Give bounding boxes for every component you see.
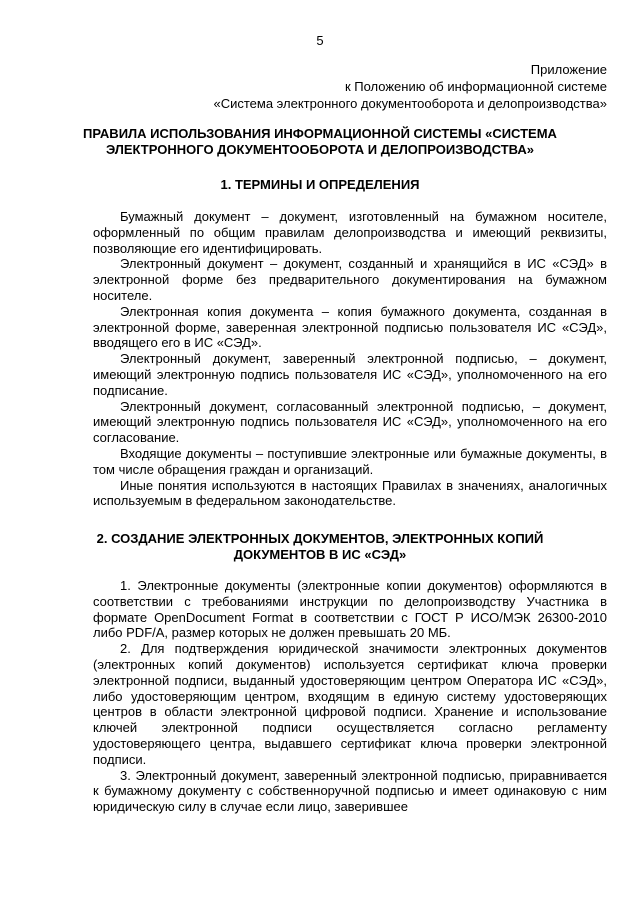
paragraph: 1. Электронные документы (электронные копии документов) оформляются в соответствии с требованиями инструкции по делопроизводству Участника в формате OpenDocument Format в соответствии с ГОСТ Р ИСО/МЭК 26300-2010 либо PDF/A, размер которых не должен превышать 20 МБ.: [93, 578, 607, 641]
page-number: 5: [316, 33, 324, 48]
document-title-line: ПРАВИЛА ИСПОЛЬЗОВАНИЯ ИНФОРМАЦИОННОЙ СИСТЕМЫ «СИСТЕМА: [83, 126, 557, 141]
paragraph: 3. Электронный документ, заверенный электронной подписью, приравнивается к бумажному документу с собственноручной подписью и имеет одинаковую с ним юридическую силу в случае если лицо, заверившее: [93, 767, 607, 815]
section-2-body: [93, 578, 607, 815]
paragraph: Иные понятия используются в настоящих Правилах в значениях, аналогичных используемым в федеральном законодательстве.: [93, 477, 607, 509]
paragraph: Электронный документ – документ, созданный и хранящийся в ИС «СЭД» в электронной форме без предварительного документирования на бумажном носителе.: [93, 256, 607, 303]
paragraph: Электронный документ, согласованный электронной подписью, – документ, имеющий электронную подпись пользователя ИС «СЭД», уполномоченного на его согласование.: [93, 398, 607, 446]
document-title-line: ЭЛЕКТРОННОГО ДОКУМЕНТООБОРОТА И ДЕЛОПРОИЗВОДСТВА»: [106, 142, 534, 157]
paragraph: Электронный документ, заверенный электронной подписью, – документ, имеющий электронную подпись пользователя ИС «СЭД», уполномоченного на его подписание.: [93, 351, 607, 398]
section-1-heading: 1. ТЕРМИНЫ И ОПРЕДЕЛЕНИЯ: [220, 177, 420, 192]
appendix-header: [213, 61, 607, 112]
section-1-body: [93, 209, 607, 509]
section-2-heading-line: 2. СОЗДАНИЕ ЭЛЕКТРОННЫХ ДОКУМЕНТОВ, ЭЛЕКТРОННЫХ КОПИЙ: [96, 531, 544, 546]
appendix-line: «Система электронного документооборота и делопроизводства»: [213, 96, 607, 111]
paragraph: Входящие документы – поступившие электронные или бумажные документы, в том числе обращения граждан и организаций.: [93, 445, 607, 477]
section-2-heading: [70, 531, 570, 563]
document-title: [70, 126, 570, 158]
paragraph: 2. Для подтверждения юридической значимости электронных документов (электронных копий документов) используется сертификат ключа проверки электронной подписи, выданный удостоверяющим центром Оператора ИС «СЭД», либо удостоверяющим центром, входящим в единую систему удостоверяющих центров в области электронной цифровой подписи. Хранение и использование ключей электронной подписи осуществляется согласно регламенту удостоверяющего центра, выдавшего сертификат ключа проверки электронной подписи.: [93, 641, 607, 767]
appendix-line: к Положению об информационной системе: [344, 79, 607, 94]
paragraph: Электронная копия документа – копия бумажного документа, созданная в электронной форме, заверенная электронной подписью пользователя ИС «СЭД», вводящего его в ИС «СЭД».: [93, 303, 607, 351]
section-2-heading-line: ДОКУМЕНТОВ В ИС «СЭД»: [233, 547, 407, 562]
paragraph: Бумажный документ – документ, изготовленный на бумажном носителе, оформленный по общим правилам делопроизводства и имеющий реквизиты, позволяющие его идентифицировать.: [93, 209, 607, 256]
appendix-line: Приложение: [530, 62, 607, 77]
